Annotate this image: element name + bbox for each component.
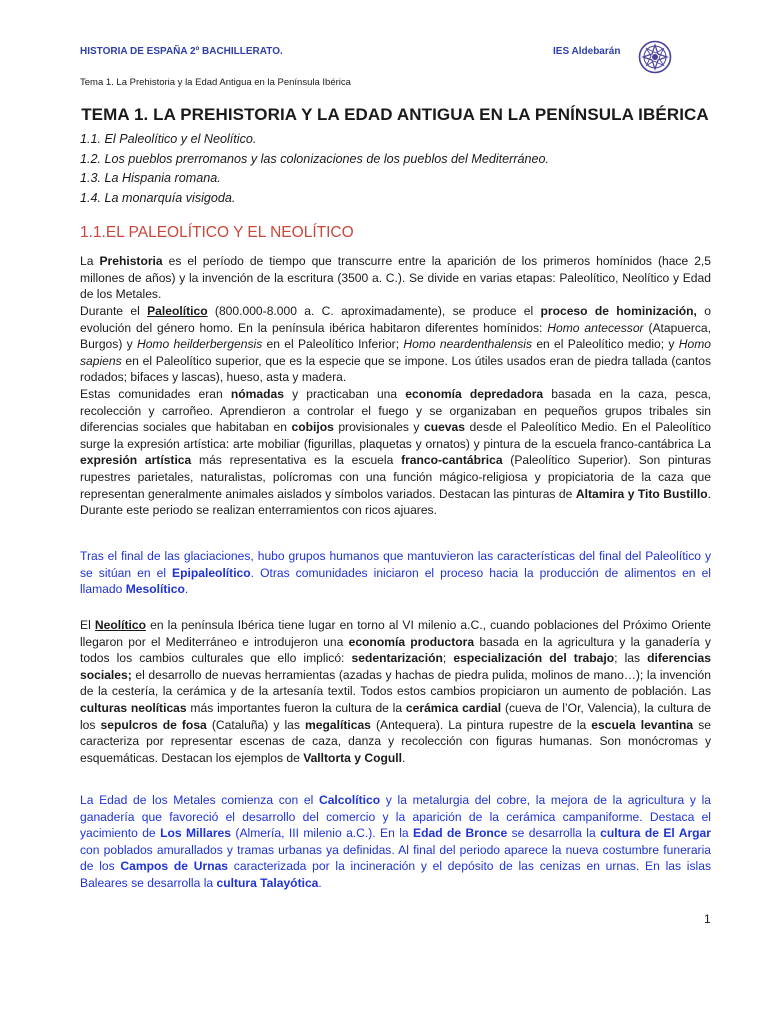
- star-mandala-logo-icon: [638, 40, 672, 74]
- table-of-contents: [80, 130, 710, 208]
- header-school: IES Aldebarán: [553, 46, 621, 57]
- page-number: 1: [704, 912, 711, 926]
- page-title: TEMA 1. LA PREHISTORIA Y LA EDAD ANTIGUA EN LA PENÍNSULA IBÉRICA: [81, 105, 709, 124]
- paragraph-epipaleolitico: Tras el final de las glaciaciones, hubo grupos humanos que mantuvieron las características del final del Paleolítico y se sitúan en el Epipaleolítico. Otras comunidades iniciaron el proceso hacia la producción de alimentos en el llamado Mesolítico.: [80, 549, 711, 597]
- toc-item: 1.4. La monarquía visigoda.: [80, 190, 236, 205]
- toc-item: 1.1. El Paleolítico y el Neolítico.: [80, 132, 257, 146]
- toc-item: 1.2. Los pueblos prerromanos y las colonizaciones de los pueblos del Mediterráneo.: [80, 151, 550, 166]
- paragraph-comunidades: Estas comunidades eran nómadas y practicaban una economía depredadora basada en la caza, pesca, recolección y carroñeo. Aprendieron a controlar el fuego y se organizaban en pequeños grupos tribales sin diferencias sociales que habitaban en cobijos provisionales y cuevas desde el Paleolítico Medio. En el Paleolítico surge la expresión artística: arte mobiliar (figurillas, plaquetas y ornatos) y pintura de la escuela franco-cantábrica La expresión artística más representativa es la escuela franco-cantábrica (Paleolítico Superior). Son pinturas rupestres parietales, naturalistas, polícromas con una función mágico-religiosa y propiciatoria de la caza que representan generalmente animales aislados y símbolos variados. Destacan las pinturas de Altamira y Tito Bustillo. Durante este periodo se realizan enterramientos con ricos ajuares.: [80, 387, 711, 518]
- header-course: HISTORIA DE ESPAÑA 2º BACHILLERATO.: [80, 46, 283, 57]
- paragraph-prehistoria: La Prehistoria es el período de tiempo que transcurre entre la aparición de los primeros homínidos (hace 2,5 millones de años) y la invención de la escritura (3500 a. C.). Se divide en varias etapas: Paleolítico, Neolítico y Edad de los Metales.: [80, 254, 712, 302]
- paragraph-edad-metales: La Edad de los Metales comienza con el Calcolítico y la metalurgia del cobre, la mejora de la agricultura y la ganadería que favoreció el desarrollo del comercio y la aparición de la cerámica campaniforme. Destaca el yacimiento de Los Millares (Almería, III milenio a.C.). En la Edad de Bronce se desarrolla la cultura de El Argar con poblados amurallados y tramas urbanas ya definidas. Al final del periodo aparece la nueva costumbre funeraria de los Campos de Urnas caracterizada por la incineración y el depósito de las cenizas en urnas. En las islas Baleares se desarrolla la cultura Talayótica.: [80, 793, 711, 890]
- paragraph-paleolitico: Durante el Paleolítico (800.000-8.000 a. C. aproximadamente), se produce el proceso de hominización, o evolución del género homo. En la península ibérica habitaron diferentes homínidos: Homo antecessor (Atapuerca, Burgos) y Homo heilderbergensis en el Paleolítico Inferior; Homo neardenthalensis en el Paleolítico medio; y Homo sapiens en el Paleolítico superior, que es la especie que se impone. Los útiles usados eran de piedra tallada (cantos rodados; bifaces y lascas), hueso, asta y madera.: [80, 304, 712, 385]
- toc-item: 1.3. La Hispania romana.: [80, 171, 221, 185]
- paragraph-neolitico: El Neolítico en la península Ibérica tiene lugar en torno al VI milenio a.C., cuando poblaciones del Próximo Oriente llegaron por el Mediterráneo e introdujeron una economía productora basada en la agricultura y la ganadería y todos los cambios culturales que ello implicó: sedentarización; especialización del trabajo; las diferencias sociales; el desarrollo de nuevas herramientas (azadas y hachas de piedra pulida, molinos de mano…); la invención de la cestería, la cerámica y de la artesanía textil. Todos estos cambios propiciaron un aumento de población. Las culturas neolíticas más importantes fueron la cultura de la cerámica cardial (cueva de l’Or, Valencia), la cultura de los sepulcros de fosa (Cataluña) y las megalíticas (Antequera). La pintura rupestre de la escuela levantina se caracteriza por representar escenas de caza, danza y recolección con figuras humanas. Son monócromas y esquemáticas. Destacan los ejemplos de Valltorta y Cogull.: [80, 618, 712, 765]
- running-header: Tema 1. La Prehistoria y la Edad Antigua en la Península Ibérica: [80, 77, 351, 88]
- section-heading: 1.1.EL PALEOLÍTICO Y EL NEOLÍTICO: [80, 224, 354, 241]
